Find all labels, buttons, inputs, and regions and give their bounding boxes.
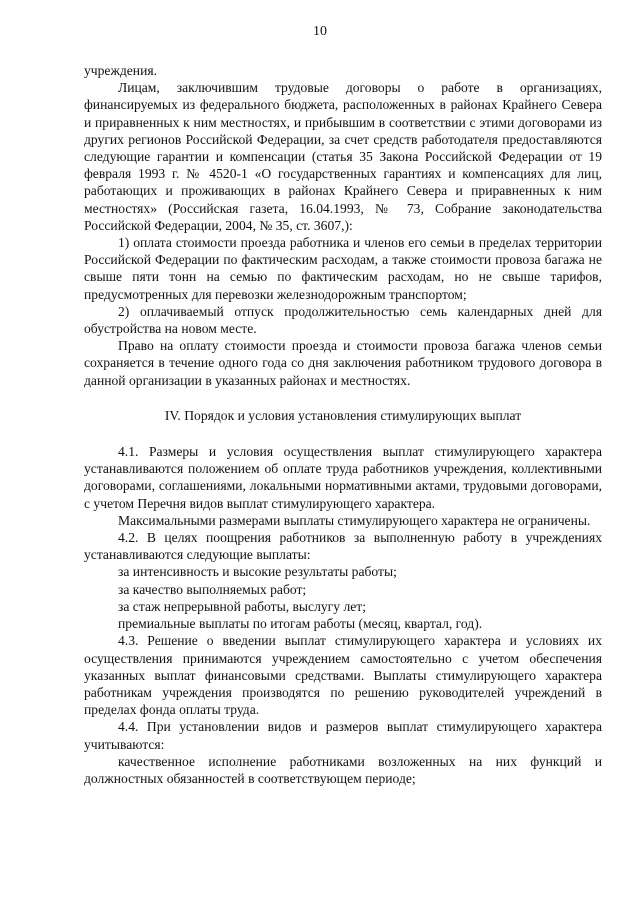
paragraph: 4.4. При установлении видов и размеров выплат стимулирующего характера учитываются: [84, 719, 602, 752]
list-item: за интенсивность и высокие результаты работы; [118, 564, 397, 580]
list-item: за качество выполняемых работ; [118, 581, 307, 597]
paragraph: Право на оплату стоимости проезда и стоимости провоза багажа членов семьи сохраняется в течение одного года со дня заключения работником трудового договора в данной организации в указанных районах и местностях. [84, 338, 602, 388]
paragraph: 2) оплачиваемый отпуск продолжительностью семь календарных дней для обустройства на новом месте. [84, 303, 602, 337]
paragraph: 1) оплата стоимости проезда работника и членов его семьи в пределах территории Российской Федерации по фактическим расходам, а также стоимости провоза багажа не свыше пяти тонн на семью по фактическим расходам, но не свыше тарифов, предусмотренных для перевозки железнодорожным транспортом; [84, 235, 602, 302]
paragraph: Лицам, заключившим трудовые договоры о работе в организациях, финансируемых из федерального бюджета, расположенных в районах Крайнего Севера и приравненных к ним местностях, и прибывшим в соответствии с этими договорами из других регионов Российской Федерации, за счет средств работодателя предоставляются следующие гарантии и компенсации (статья 35 Закона Российской Федерации от 19 февраля 1993 г. № 4520-1 «О государственных гарантиях и компенсациях для лиц, работающих и проживающих в районах Крайнего Севера и приравненных к ним местностях» (Российская газета, 16.04.1993, № 73, Собрание законодательства Российской Федерации, 2004, № 35, ст. 3607,): [84, 80, 602, 233]
document-body [84, 62, 602, 787]
paragraph: качественное исполнение работниками возложенных на них функций и должностных обязанностей в соответствующем периоде; [84, 753, 602, 786]
paragraphs-top [84, 62, 602, 389]
paragraphs-bottom [84, 443, 602, 787]
section-heading: IV. Порядок и условия установления стимулирующих выплат [164, 407, 522, 423]
paragraph: 4.3. Решение о введении выплат стимулирующего характера и условиях их осуществления принимаются учреждением самостоятельно с учетом обеспечения указанных выплат финансовыми средствами. Выплаты стимулирующего характера работникам учреждения производятся по решению руководителей учреждений в пределах фонда оплаты труда. [84, 633, 602, 718]
list-item: премиальные выплаты по итогам работы (месяц, квартал, год). [118, 616, 483, 632]
list-item: за стаж непрерывной работы, выслугу лет; [118, 598, 366, 614]
paragraph: 4.2. В целях поощрения работников за выполненную работу в учреждениях устанавливаются следующие выплаты: [84, 530, 602, 563]
paragraph: учреждения. [84, 63, 158, 78]
paragraph: Максимальными размерами выплаты стимулирующего характера не ограничены. [118, 512, 591, 528]
page-number: 10 [313, 24, 327, 39]
paragraph: 4.1. Размеры и условия осуществления выплат стимулирующего характера устанавливаются положением об оплате труда работников учреждения, коллективными договорами, соглашениями, локальными нормативными актами, трудовыми договорами, с учетом Перечня видов выплат стимулирующего характера. [84, 444, 602, 511]
